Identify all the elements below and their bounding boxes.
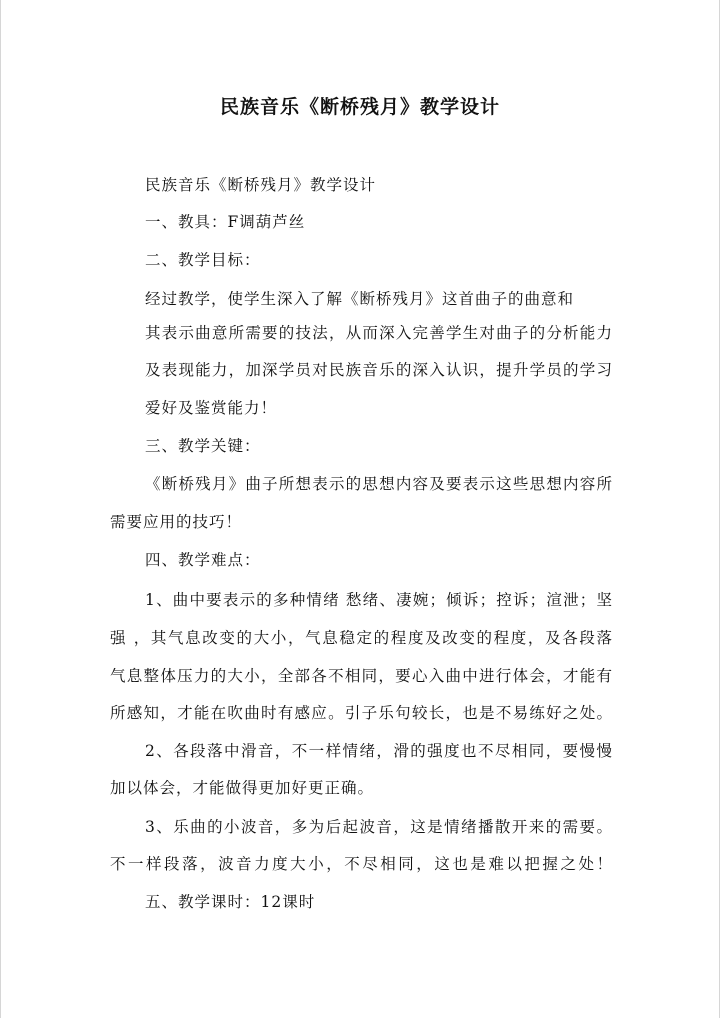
difficulty-1-line-2: 强 ，其气息改变的大小，气息稳定的程度及改变的程度，及各段落 <box>110 629 613 647</box>
difficulty-3-line-1: 3、乐曲的小波音，多为后起波音，这是情绪播散开来的需要。 <box>145 818 613 836</box>
key-points-line-1: 《断桥残月》曲子所想表示的思想内容及要表示这些思想内容所 <box>145 475 613 493</box>
difficulty-3-line-2: 不一样段落，波音力度大小，不尽相同，这也是难以把握之处！ <box>110 855 613 873</box>
section-difficulties-heading: 四、教学难点： <box>145 551 261 569</box>
objectives-line-1: 经过教学，使学生深入了解《断桥残月》这首曲子的曲意和 <box>145 290 575 308</box>
difficulty-1-line-4: 所感知，才能在吹曲时有感应。引子乐句较长，也是不易练好之处。 <box>110 704 613 722</box>
page-edge-left <box>0 0 1 1018</box>
section-objectives-heading: 二、教学目标： <box>145 251 261 269</box>
objectives-line-3: 及表现能力，加深学员对民族音乐的深入认识，提升学员的学习 <box>145 361 613 379</box>
document-title: 民族音乐《断桥残月》教学设计 <box>219 96 500 118</box>
subtitle-line: 民族音乐《断桥残月》教学设计 <box>145 176 377 194</box>
objectives-line-4: 爱好及鉴赏能力！ <box>145 399 278 417</box>
difficulty-2-line-2: 加以体会，才能做得更加好更正确。 <box>110 779 375 797</box>
key-points-line-2: 需要应用的技巧！ <box>110 513 243 531</box>
difficulty-1-line-3: 气息整体压力的大小，全部各不相同，要心入曲中进行体会，才能有 <box>110 667 613 685</box>
section-key-points-heading: 三、教学关键： <box>145 437 261 455</box>
objectives-line-2: 其表示曲意所需要的技法，从而深入完善学生对曲子的分析能力 <box>145 324 613 342</box>
difficulty-2-line-1: 2、各段落中滑音，不一样情绪，滑的强度也不尽相同，要慢慢 <box>145 742 613 760</box>
section-teaching-aids: 一、教具：F调葫芦丝 <box>145 213 306 231</box>
difficulty-1-line-1: 1、曲中要表示的多种情绪 愁绪、凄婉；倾诉；控诉；渲泄；坚 <box>145 591 613 609</box>
section-class-hours: 五、教学课时：12课时 <box>145 893 316 911</box>
